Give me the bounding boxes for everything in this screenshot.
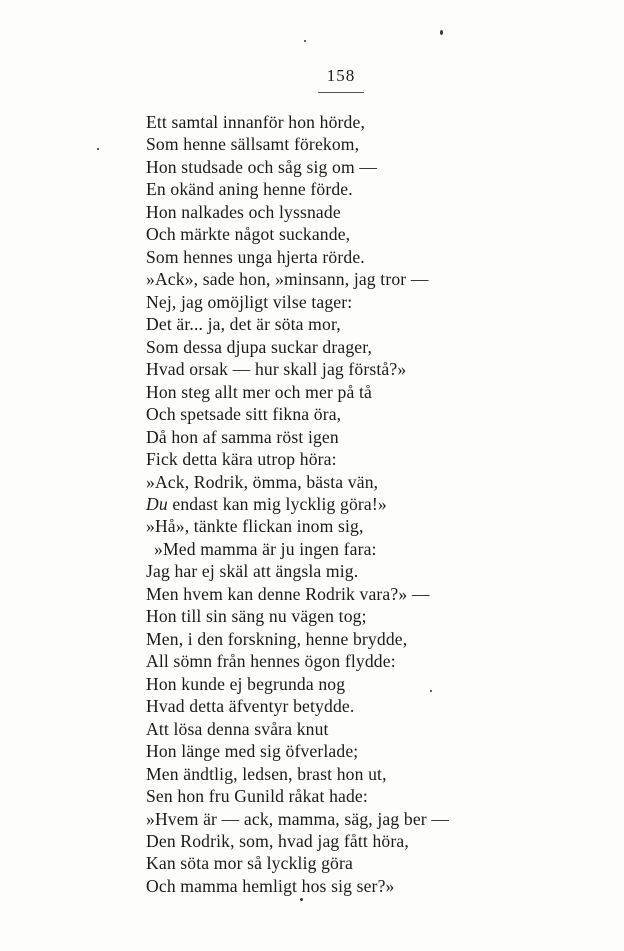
poem-line-7: Som hennes unga hjerta rörde.: [146, 246, 365, 267]
poem-line-28: Att lösa denna svåra knut: [146, 718, 329, 739]
poem-line-17: »Ack, Rodrik, ömma, bästa vän,: [146, 471, 379, 492]
poem-line-26: Hon kunde ej begrunda nog: [146, 673, 346, 694]
poem-line-18-italic-word: Du: [146, 493, 168, 514]
print-speck: [97, 148, 99, 150]
print-speck: [440, 30, 443, 35]
poem-line-18-rest: endast kan mig lycklig göra!»: [172, 493, 387, 514]
poem-line-29: Hon länge med sig öfverlade;: [146, 741, 359, 762]
poem: [146, 111, 566, 897]
poem-line-30: Men ändtlig, ledsen, brast hon ut,: [146, 763, 387, 784]
poem-line-15: Då hon af samma röst igen: [146, 426, 339, 447]
print-speck: [300, 898, 303, 901]
print-speck: [304, 40, 306, 42]
poem-line-13: Hon steg allt mer och mer på tå: [146, 381, 372, 402]
poem-line-20: »Med mamma är ju ingen fara:: [154, 538, 377, 559]
poem-line-5: Hon nalkades och lyssnade: [146, 201, 341, 222]
poem-line-14: Och spetsade sitt fikna öra,: [146, 404, 342, 425]
poem-line-18: [146, 493, 566, 515]
poem-line-8: »Ack», sade hon, »minsann, jag tror —: [146, 269, 429, 290]
poem-line-6: Och märkte något suckande,: [146, 224, 351, 245]
poem-line-11: Som dessa djupa suckar drager,: [146, 336, 373, 357]
poem-line-21: Jag har ej skäl att ängsla mig.: [146, 561, 359, 582]
poem-line-4: En okänd aning henne förde.: [146, 179, 353, 200]
poem-line-25: All sömn från hennes ögon flydde:: [146, 651, 396, 672]
poem-line-12: Hvad orsak — hur skall jag förstå?»: [146, 359, 407, 380]
poem-line-35: Och mamma hemligt hos sig ser?»: [146, 875, 395, 896]
poem-line-32: »Hvem är — ack, mamma, säg, jag ber —: [146, 808, 450, 829]
page-number-rule: [318, 92, 364, 93]
poem-line-22: Men hvem kan denne Rodrik vara?» —: [146, 583, 430, 604]
poem-line-19: »Hå», tänkte flickan inom sig,: [146, 516, 364, 537]
page-number: 158: [326, 66, 356, 85]
poem-line-1: Ett samtal innanför hon hörde,: [146, 112, 365, 132]
poem-line-23: Hon till sin säng nu vägen tog;: [146, 606, 367, 627]
poem-line-16: Fick detta kära utrop höra:: [146, 449, 337, 470]
poem-line-31: Sen hon fru Gunild råkat hade:: [146, 786, 368, 807]
poem-line-24: Men, i den forskning, henne brydde,: [146, 628, 408, 649]
poem-line-9: Nej, jag omöjligt vilse tager:: [146, 291, 353, 312]
poem-line-27: Hvad detta äfventyr betydde.: [146, 696, 355, 717]
print-speck: [430, 690, 432, 692]
poem-line-3: Hon studsade och såg sig om —: [146, 156, 378, 177]
poem-line-33: Den Rodrik, som, hvad jag fått höra,: [146, 831, 409, 851]
poem-line-2: Som henne sällsamt förekom,: [146, 134, 360, 155]
poem-line-34: Kan söta mor så lycklig göra: [146, 853, 353, 874]
poem-line-10: Det är... ja, det är söta mor,: [146, 314, 341, 335]
